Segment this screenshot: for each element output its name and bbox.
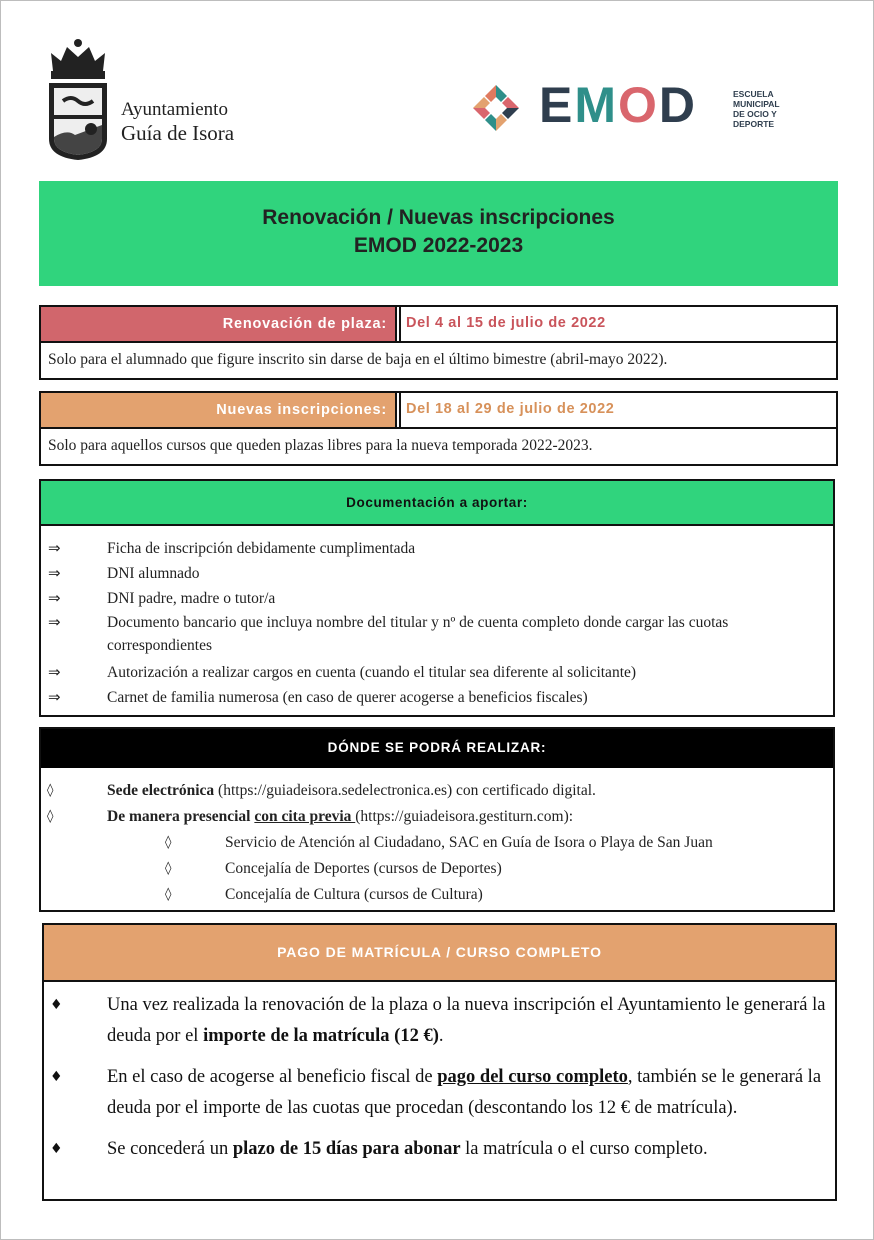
sede-electronica-text: (https://guiadeisora.sedelectronica.es) con certificado digital. (214, 782, 596, 799)
list-item (44, 1062, 835, 1124)
nuevas-label: Nuevas inscripciones: (41, 393, 397, 427)
donde-heading: DÓNDE SE PODRÁ REALIZAR: (41, 729, 833, 768)
title-banner (39, 181, 838, 286)
list-item (41, 882, 833, 908)
ayuntamiento-line2: Guía de Isora (121, 121, 235, 145)
diamond-bullet-icon: ◊ (165, 887, 172, 902)
diamond-bullet-icon: ◊ (47, 783, 54, 798)
nuevas-note: Solo para aquellos cursos que queden plazas libres para la nueva temporada 2022-2023. (48, 437, 593, 454)
documentacion-heading: Documentación a aportar: (41, 481, 833, 526)
emod-letter-m: M (574, 77, 619, 133)
list-item (44, 1134, 835, 1165)
presencial-label: De manera presencial (107, 808, 255, 825)
double-arrow-icon: ⇒ (48, 589, 61, 607)
double-arrow-icon: ⇒ (48, 539, 61, 557)
diamond-bullet-icon: ♦ (50, 1141, 63, 1157)
emod-diamond-icon (471, 83, 521, 133)
list-item-text: Autorización a realizar cargos en cuenta (cuando el titular sea diferente al solicitante) (107, 664, 637, 681)
ayuntamiento-name (121, 99, 234, 145)
nuevas-dates: Del 18 al 29 de julio de 2022 (399, 393, 836, 427)
pago-box (42, 923, 837, 1201)
double-arrow-icon: ⇒ (48, 688, 61, 706)
list-item-text: Concejalía de Deportes (cursos de Deportes) (225, 860, 502, 877)
list-item-text: DNI padre, madre o tutor/a (107, 590, 276, 607)
sede-electronica-label: Sede electrónica (107, 782, 215, 799)
list-item (44, 990, 835, 1052)
list-item (41, 804, 833, 830)
renovacion-box (39, 305, 838, 380)
coat-of-arms-icon (45, 39, 111, 161)
pago-p3-bold: plazo de 15 días para abonar (232, 1139, 461, 1159)
emod-letter-e: E (539, 77, 575, 133)
list-item (41, 611, 833, 657)
pago-p3-end: la matrícula o el curso completo. (460, 1139, 708, 1159)
list-item (41, 830, 833, 856)
list-item-text: Concejalía de Cultura (cursos de Cultura) (225, 886, 483, 903)
renovacion-note: Solo para el alumnado que figure inscrito sin darse de baja en el último bimestre (abril-mayo 2022). (48, 351, 668, 368)
list-item-text: Servicio de Atención al Ciudadano, SAC en Guía de Isora o Playa de San Juan (225, 834, 713, 851)
page-subtitle: EMOD 2022-2023 (353, 234, 524, 257)
list-item (41, 778, 833, 804)
diamond-bullet-icon: ◊ (165, 861, 172, 876)
documentacion-list (41, 526, 833, 710)
pago-p1-end: . (438, 1026, 444, 1046)
emod-sub-line: MUNICIPAL (733, 99, 780, 109)
emod-letter-d: D (658, 77, 698, 133)
pago-heading: PAGO DE MATRÍCULA / CURSO COMPLETO (44, 925, 835, 982)
list-item (41, 685, 833, 710)
double-arrow-icon: ⇒ (48, 613, 61, 631)
ayuntamiento-line1: Ayuntamiento (121, 99, 228, 120)
cita-previa-label: con cita previa (254, 808, 356, 825)
emod-letter-o: O (618, 77, 659, 133)
emod-logo (471, 77, 811, 135)
donde-list (41, 768, 833, 908)
diamond-bullet-icon: ◊ (165, 835, 172, 850)
pago-list (44, 982, 835, 1165)
diamond-bullet-icon: ♦ (50, 1069, 63, 1085)
list-item-text: Carnet de familia numerosa (en caso de querer acogerse a beneficios fiscales) (107, 689, 588, 706)
list-item-text: Ficha de inscripción debidamente cumplimentada (107, 540, 416, 557)
documentacion-box (39, 479, 835, 717)
emod-sub-line: DEPORTE (733, 119, 775, 129)
renovacion-label: Renovación de plaza: (41, 307, 397, 341)
list-item (41, 660, 833, 685)
pago-p2-text: En el caso de acogerse al beneficio fiscal de (107, 1067, 438, 1087)
nuevas-box (39, 391, 838, 466)
donde-box (39, 727, 835, 912)
pago-p2-bold: pago del curso completo (437, 1067, 628, 1087)
diamond-bullet-icon: ♦ (50, 997, 63, 1013)
list-item (41, 586, 833, 611)
emod-wordmark (539, 79, 697, 131)
pago-p1-bold: importe de la matrícula (12 €) (203, 1026, 439, 1046)
page-title: Renovación / Nuevas inscripciones (262, 206, 615, 229)
double-arrow-icon: ⇒ (48, 663, 61, 681)
list-item (41, 561, 833, 586)
list-item-text: Documento bancario que incluya nombre del titular y nº de cuenta completo donde cargar las cuotas correspondientes (107, 614, 729, 654)
pago-p3-text: Se concederá un (107, 1139, 233, 1159)
list-item (41, 536, 833, 561)
emod-subtitle (733, 89, 813, 129)
presencial-text: (https://guiadeisora.gestiturn.com): (355, 808, 574, 825)
pago-p2-end: , también se le generará la deuda por el importe de las cuotas que procedan (descontando los 12 € de matrícula). (107, 1067, 822, 1118)
ayuntamiento-logo (41, 39, 271, 164)
list-item (41, 856, 833, 882)
emod-sub-line: DE OCIO Y (733, 109, 777, 119)
diamond-bullet-icon: ◊ (47, 809, 54, 824)
renovacion-dates: Del 4 al 15 de julio de 2022 (399, 307, 836, 341)
pago-p1-text: Una vez realizada la renovación de la plaza o la nueva inscripción el Ayuntamiento le generará la deuda por el (107, 995, 826, 1046)
list-item-text: DNI alumnado (107, 565, 200, 582)
emod-sub-line: ESCUELA (733, 89, 774, 99)
double-arrow-icon: ⇒ (48, 564, 61, 582)
